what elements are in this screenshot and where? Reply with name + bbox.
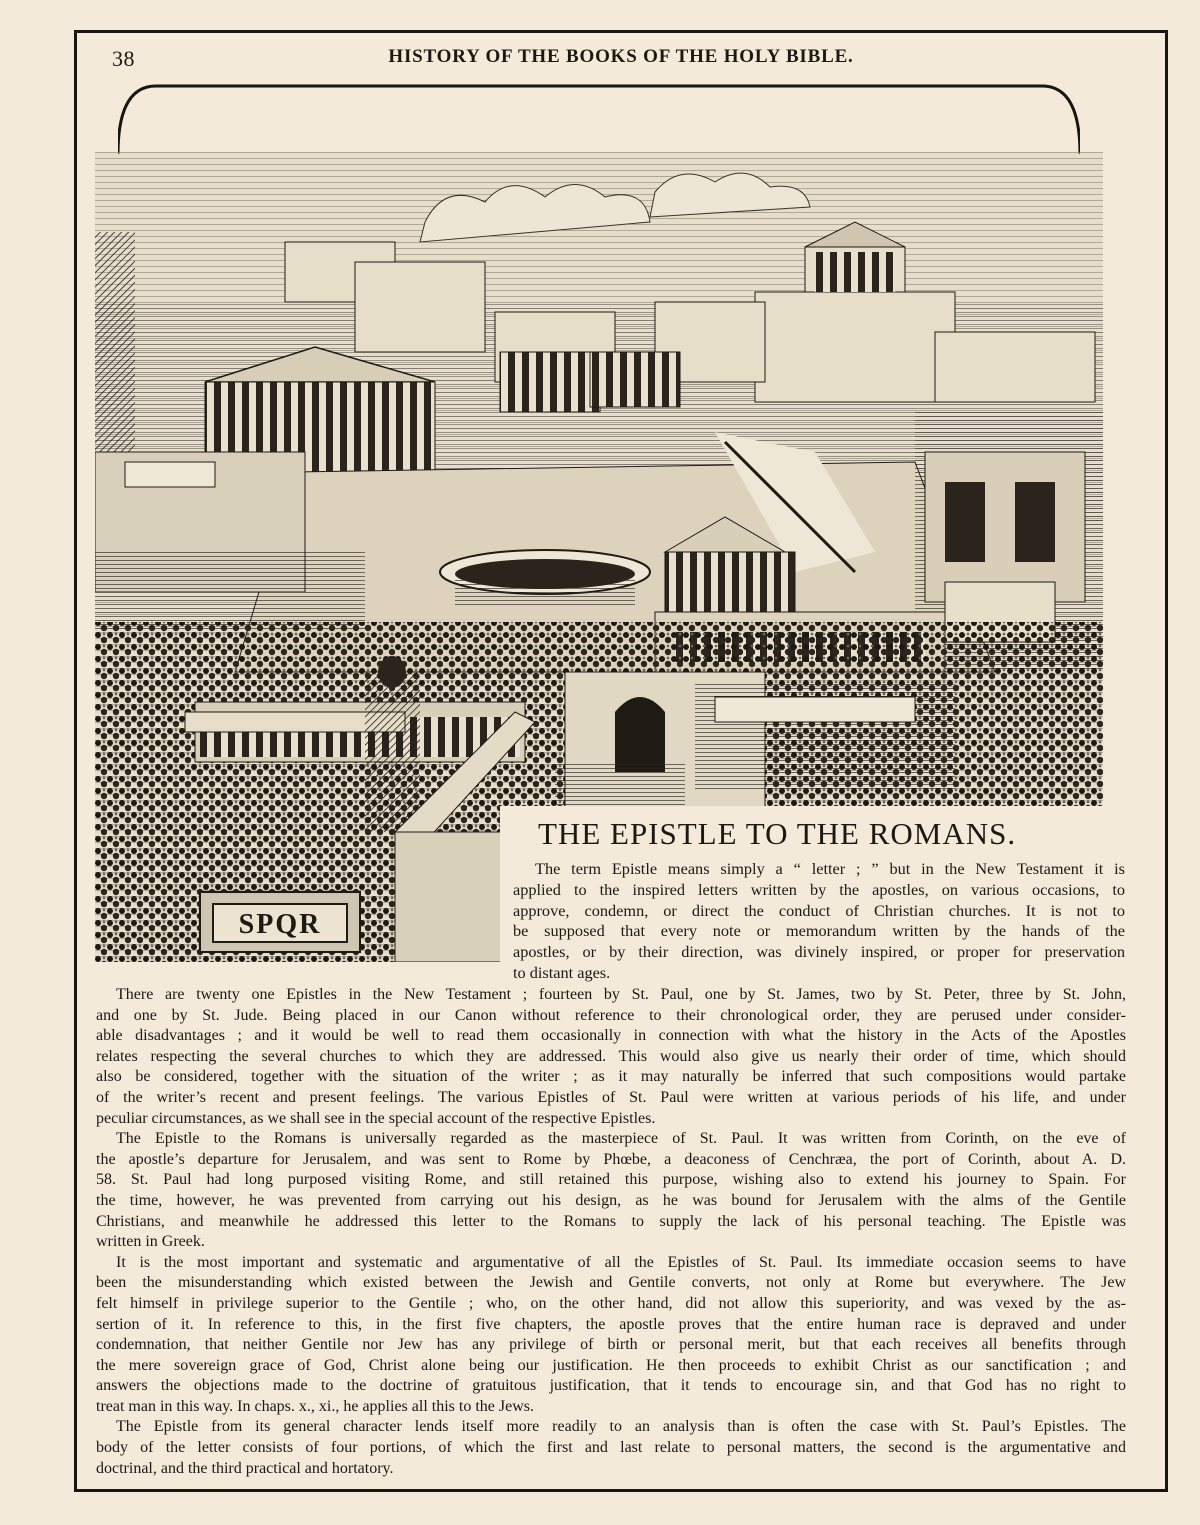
illustration-frame (118, 84, 1080, 154)
body-line: The Epistle from its general character lends itself more readily to an analysis than is often the case with St. Paul’s Epistles. The (116, 1418, 1126, 1436)
page-header (74, 40, 1168, 80)
body-line: the time, however, he was prevented from carrying out his design, as he was bound for Jerusalem with the alms of the Gentile (96, 1191, 1126, 1209)
body-line: The Epistle to the Romans is universally regarded as the masterpiece of St. Paul. It was written from Corinth, on the eve of (116, 1130, 1126, 1148)
body-line: and one by St. Jude. Being placed in our Canon without reference to their chronological order, they are perused under consider- (96, 1006, 1126, 1024)
body-line: the mere sovereign grace of God, Christ alone being our justification. He then proceeds to exhibit Christ as our sanctification ; and (96, 1356, 1126, 1374)
intro-line: apostles, or by their direction, was divinely inspired, or proper for preservation (513, 942, 1125, 962)
body-line: There are twenty one Epistles in the New Testament ; fourteen by St. Paul, one by St. James, two by St. Peter, three by St. John, (116, 986, 1126, 1003)
body-line: written in Greek. (96, 1233, 205, 1251)
body-line: relates respecting the several churches to which they are addressed. This would also give us nearly their order of time, which should (96, 1047, 1126, 1065)
body-line: been the misunderstanding which existed between the Jewish and Gentile converts, not only at Rome but everywhere. The Jew (96, 1274, 1126, 1292)
body-line: doctrinal, and the third practical and hortatory. (96, 1459, 394, 1477)
body-line: body of the letter consists of four portions, of which the first and last relate to personal matters, the second is the argumentative and (96, 1439, 1126, 1457)
intro-line: be supposed that every note or memorandum written by the hands of the (513, 921, 1125, 941)
intro-line: approve, condemn, or direct the conduct of Christian churches. It is not to (513, 900, 1125, 920)
body-line: also be considered, together with the situation of the writer ; as it may naturally be inferred that such compositions would partake (96, 1068, 1126, 1086)
body-line: peculiar circumstances, as we shall see in the special account of the respective Epistles. (96, 1109, 656, 1127)
body-line: treat man in this way. In chaps. x., xi., he applies all this to the Jews. (96, 1397, 534, 1415)
body-line: condemnation, that neither Gentile nor Jew has any privilege of birth or personal merit, but that each receives all benefits through (96, 1336, 1126, 1354)
intro-paragraph (513, 859, 1125, 984)
body-text (96, 985, 1126, 1479)
body-line: of the writer’s recent and present feelings. The various Epistles of St. Paul were written at various periods of his life, and under (96, 1088, 1126, 1106)
body-line: 58. St. Paul had long purposed visiting Rome, and still retained this purpose, wishing also to extend his journey to Spain. For (96, 1171, 1126, 1189)
body-line: sertion of it. In reference to this, in the first five chapters, the apostle proves that the entire human race is depraved and under (96, 1315, 1126, 1333)
page-number: 38 (112, 46, 135, 71)
section-title: THE EPISTLE TO THE ROMANS. (538, 816, 1017, 851)
intro-line: The term Epistle means simply a “ letter ; ” but in the New Testament it is (535, 859, 1125, 878)
body-line: the apostle’s departure for Jerusalem, and was sent to Rome by Phœbe, a deaconess of Cenchræa, the port of Corinth, about A. D. (96, 1150, 1126, 1168)
body-line: able disadvantages ; and it would be well to read them occasionally in connection with what the history in the Acts of the Apostles (96, 1027, 1126, 1045)
body-line: answers the objections made to the doctrine of gratuitous justification, that it tends to encourage sin, and that God has no right to (96, 1377, 1126, 1395)
body-line: It is the most important and systematic and argumentative of all the Epistles of St. Paul. Its immediate occasion seems to have (116, 1253, 1126, 1271)
body-line: Christians, and meanwhile he addressed this letter to the Romans to supply the lack of his personal teaching. The Epistle was (96, 1212, 1126, 1230)
intro-line: to distant ages. (513, 962, 611, 982)
running-head: HISTORY OF THE BOOKS OF THE HOLY BIBLE. (388, 46, 854, 67)
intro-line: applied to the inspired letters written by the apostles, on various occasions, to (513, 879, 1125, 899)
spqr-inscription: SPQR (238, 909, 322, 940)
body-line: felt himself in privilege superior to the Gentile ; who, on the other hand, did not allow this superiority, and was vexed by the as- (96, 1294, 1126, 1312)
